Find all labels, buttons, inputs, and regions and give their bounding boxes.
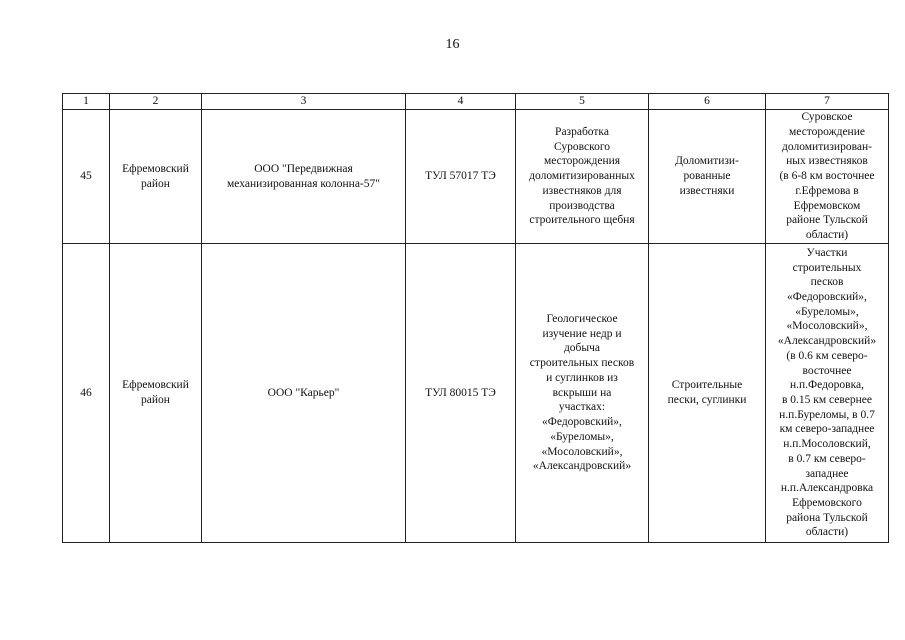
organization-cell: ООО "Передвижная механизированная колонна-57" [202, 110, 406, 244]
table-row [63, 110, 889, 244]
organization-cell: ООО "Карьер" [202, 244, 406, 543]
mineral-cell: Доломитизи- рованные известняки [649, 110, 766, 244]
page-number: 16 [445, 37, 460, 52]
purpose-cell: Геологическое изучение недр и добыча строительных песков и суглинков из вскрыши на участках: «Федоровский», «Буреломы», «Мосоловский», «Александровский» [516, 244, 649, 543]
license-registry-table [62, 93, 889, 543]
license-cell: ТУЛ 57017 ТЭ [406, 110, 516, 244]
mineral-cell: Строительные пески, суглинки [649, 244, 766, 543]
column-header-5: 5 [516, 94, 649, 110]
row-number: 45 [63, 110, 110, 244]
column-header-4: 4 [406, 94, 516, 110]
purpose-cell: Разработка Суровского месторождения доломитизированных известняков для производства строительного щебня [516, 110, 649, 244]
license-cell: ТУЛ 80015 ТЭ [406, 244, 516, 543]
row-number: 46 [63, 244, 110, 543]
district-cell: Ефремовский район [110, 244, 202, 543]
district-cell: Ефремовский район [110, 110, 202, 244]
column-number-row [63, 94, 889, 110]
column-header-2: 2 [110, 94, 202, 110]
column-header-3: 3 [202, 94, 406, 110]
location-cell: Участки строительных песков «Федоровский», «Буреломы», «Мосоловский», «Александровский» (в 0.6 км северо- восточнее н.п.Федоровка, в 0.15 км севернее н.п.Буреломы, в 0.7 км северо-западнее н.п.Мосоловский, в 0.7 км северо- западнее н.п.Александровка Ефремовского района Тульской области) [766, 244, 889, 543]
column-header-6: 6 [649, 94, 766, 110]
column-header-7: 7 [766, 94, 889, 110]
table-row [63, 244, 889, 543]
location-cell: Суровское месторождение доломитизирован- ных известняков (в 6-8 км восточнее г.Ефремова в Ефремовском районе Тульской области) [766, 110, 889, 244]
column-header-1: 1 [63, 94, 110, 110]
